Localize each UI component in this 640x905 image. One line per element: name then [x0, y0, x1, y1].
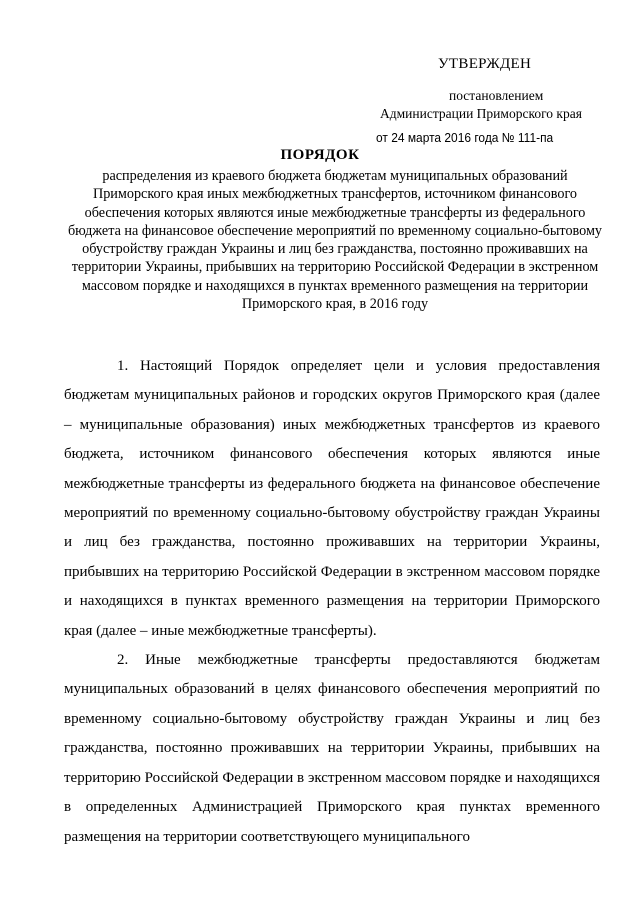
document-body: [64, 352, 600, 852]
paragraph-2: 2. Иные межбюджетные трансферты предоставляются бюджетам муниципальных образований в целях финансового обеспечения мероприятий по временному социально-бытовому обустройству граждан Украины и лиц без гражданства, постоянно проживавших на территории Украины, прибывших на территорию Российской Федерации в экстренном массовом порядке и находящихся в определенных Администрацией Приморского края пунктах временного размещения на территории соответствующего муниципального: [64, 652, 600, 845]
approval-decree-label: постановлением: [449, 88, 544, 103]
paragraph-1: 1. Настоящий Порядок определяет цели и условия предоставления бюджетам муниципальных районов и городских округов Приморского края (далее – муниципальные образования) иных межбюджетных трансфертов из краевого бюджета, источником финансового обеспечения которых являются иные межбюджетные трансферты из федерального бюджета на финансовое обеспечение мероприятий по временному социально-бытовому обустройству граждан Украины и лиц без гражданства, постоянно проживавших на территории Украины, прибывших на территорию Российской Федерации в экстренном массовом порядке и находящихся в пунктах временного размещения на территории Приморского края (далее – иные межбюджетные трансферты).: [64, 358, 600, 639]
approval-stamp: УТВЕРЖДЕН: [438, 56, 532, 72]
approval-date: от 24 марта 2016 года № 111-па: [376, 130, 554, 145]
document-subtitle: распределения из краевого бюджета бюджетам муниципальных образований Приморского края иных межбюджетных трансфертов, источником финансового обеспечения которых являются иные межбюджетные трансферты из федерального бюджета на финансовое обеспечение мероприятий по временному социально-бытовому обустройству граждан Украины и лиц без гражданства, постоянно проживавших на территории Украины, прибывших на территорию Российской Федерации в экстренном массовом порядке и находящихся в пунктах временного размещения на территории Приморского края, в 2016 году: [67, 168, 603, 313]
document-title: ПОРЯДОК: [280, 147, 360, 163]
approval-authority: Администрации Приморского края: [380, 106, 582, 121]
